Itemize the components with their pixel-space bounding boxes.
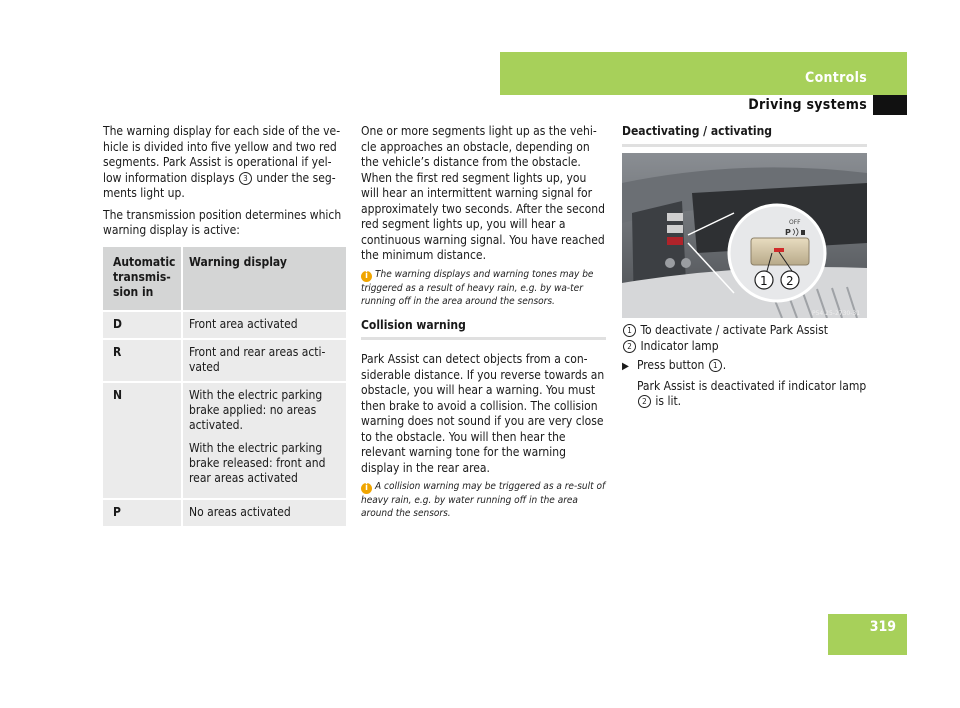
step-item: [622, 358, 867, 410]
callout-1: 1: [760, 274, 768, 288]
info-note: i The warning displays and warning tones may be triggered as a result of heavy rain, e.g. by wa-ter running off in the area around the sensors.: [361, 268, 594, 307]
paragraph-collision: Park Assist can detect objects from a con-siderable distance. If you reverse towards an obstacle, you will hear a warning. You must then brake to avoid a collision. The collision warning does not sound if you are very close to the obstacle. You will then hear the relevant warning tone for the warning display in the rear area.: [361, 352, 605, 475]
table-header-key: Automatic transmis-sion in: [103, 247, 182, 311]
heading-rule: [361, 337, 606, 340]
table-header-value: Warning display: [182, 247, 346, 311]
paragraph-segments: One or more segments light up as the vehi-cle approaches an obstacle, depending on the vehicle’s distance from the obstacle. When the first red segment lights up, you will hear an intermittent warning signal for approximately two seconds. After the second red segment lights up, you will hear a continuous warning signal. You have reached the minimum distance.: [361, 124, 605, 262]
heading-collision-warning: Collision warning: [361, 317, 466, 332]
heading-rule: [622, 144, 867, 147]
header-tab-marker: [873, 95, 907, 115]
photo-legend: [622, 323, 867, 410]
table-row: P No areas activated: [103, 499, 346, 526]
arrow-bullet-icon: ▶: [622, 361, 629, 372]
svg-text:P: P: [785, 228, 791, 237]
paragraph-transmission: The transmission position determines which warning display is active:: [103, 207, 342, 237]
legend-item: 2 Indicator lamp: [622, 339, 867, 355]
heading-deactivating: Deactivating / activating: [622, 124, 773, 138]
section-title: Controls: [805, 70, 867, 86]
table-row: N With the electric parking brake applied: no areas activated. With the electric parking brake released: front and rear areas activated: [103, 382, 346, 499]
subsection-title: Driving systems: [748, 97, 867, 113]
step-result: Park Assist is deactivated if indicator lamp 2 is lit.: [636, 378, 867, 408]
park-assist-switch-photo: [622, 153, 867, 318]
photo-code: P54.25-2730-31: [812, 310, 861, 317]
callout-2: 2: [786, 274, 794, 288]
step-text: Press button 1 .: [636, 358, 727, 372]
table-row: D Front area activated: [103, 311, 346, 339]
paragraph-warning-display: The warning display for each side of the ve-hicle is divided into five yellow and two red segments. Park Assist is operational if yel-low information displays 3 under the seg-ments light up.: [103, 124, 341, 200]
info-note: i A collision warning may be triggered as a re-sult of heavy rain, e.g. by water running off in the area around the sensors.: [361, 481, 606, 519]
page-number: 319: [869, 619, 896, 635]
warning-display-table: [103, 247, 346, 526]
legend-item: 1 To deactivate / activate Park Assist: [622, 323, 867, 339]
column-1: [103, 124, 348, 245]
off-label: OFF: [789, 219, 801, 226]
info-icon: i: [361, 271, 372, 282]
table-row: R Front and rear areas acti-vated: [103, 339, 346, 382]
table-header-row: [103, 247, 346, 311]
info-icon: i: [361, 483, 372, 494]
column-2: [361, 124, 606, 530]
callout-ref: 3: [239, 172, 252, 185]
